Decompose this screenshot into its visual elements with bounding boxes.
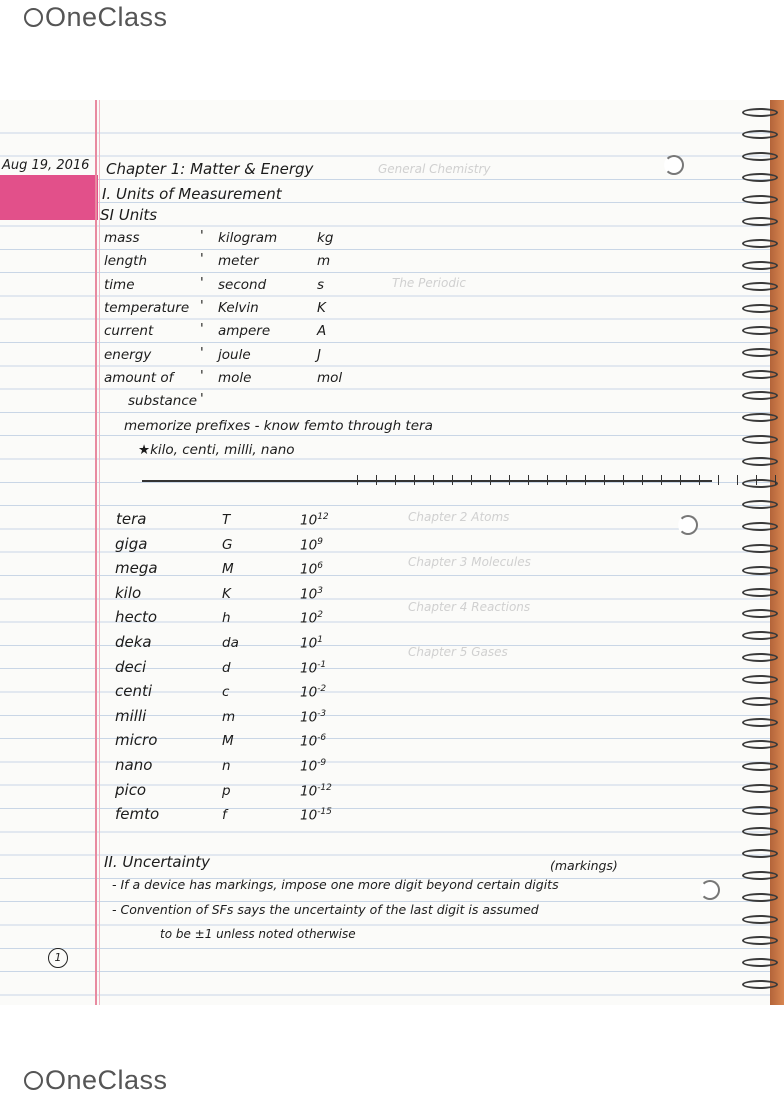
spiral-coil-icon <box>742 261 778 270</box>
spiral-coil-icon <box>742 806 778 815</box>
column-divider-mark: ' <box>200 251 204 268</box>
power-base: 10 <box>300 537 318 554</box>
si-unit-name: second <box>218 276 267 293</box>
number-line-tick <box>737 475 738 485</box>
prefix-name: nano <box>115 756 153 774</box>
power-base: 10 <box>300 635 318 652</box>
power-exponent: 9 <box>317 536 323 547</box>
spiral-coil-icon <box>742 915 778 924</box>
si-unit-name: Kelvin <box>218 299 259 316</box>
prefix-name: centi <box>115 682 153 701</box>
column-divider-mark: ' <box>200 228 204 244</box>
number-line-tick <box>509 475 510 485</box>
spiral-coil-icon <box>742 675 778 684</box>
spiral-coil-icon <box>742 784 778 793</box>
number-line-tick <box>357 475 358 485</box>
prefix-power <box>300 684 326 701</box>
prefix-power <box>300 512 329 529</box>
star-note: ★kilo, centi, milli, nano <box>138 442 295 458</box>
spiral-coil-icon <box>742 217 778 226</box>
markings-note: (markings) <box>550 858 618 873</box>
column-divider-mark: ' <box>200 391 204 408</box>
power-exponent: 3 <box>317 585 323 596</box>
spiral-coil-icon <box>742 239 778 248</box>
power-exponent: -6 <box>317 733 327 744</box>
spiral-coil-icon <box>742 370 778 379</box>
power-exponent: -12 <box>317 782 332 793</box>
logo-text: OneClass <box>45 1065 168 1095</box>
power-exponent: -15 <box>317 807 332 818</box>
power-base: 10 <box>300 561 318 578</box>
power-base: 10 <box>300 783 318 800</box>
column-divider-mark: ' <box>200 274 204 291</box>
column-divider-mark: ' <box>200 367 204 384</box>
logo-circle-icon <box>24 1071 43 1090</box>
prefix-symbol: c <box>222 684 230 701</box>
prefix-symbol: da <box>222 635 239 651</box>
prefix-symbol: f <box>222 807 227 824</box>
memorize-note: memorize prefixes - know femto through tera <box>124 418 433 434</box>
power-exponent: 12 <box>317 512 329 522</box>
bleed-through-text: Chapter 5 Gases <box>408 645 508 659</box>
logo-circle-icon <box>24 8 43 27</box>
number-line-tick <box>718 475 719 485</box>
power-base: 10 <box>300 660 318 677</box>
bleed-through-text: Chapter 4 Reactions <box>408 600 531 614</box>
si-unit-symbol: kg <box>317 230 334 246</box>
si-quantity: temperature <box>104 299 190 316</box>
bleed-through-text: General Chemistry <box>378 162 491 176</box>
si-unit-name: meter <box>218 253 259 270</box>
spiral-coil-icon <box>742 435 778 444</box>
prefix-name: deci <box>115 657 147 676</box>
page-number: 1 <box>48 948 68 968</box>
column-divider-mark: ' <box>200 297 204 314</box>
section2-title: II. Uncertainty <box>104 853 211 871</box>
power-exponent: 6 <box>317 561 323 572</box>
power-exponent: -9 <box>317 758 327 768</box>
power-base: 10 <box>300 807 318 824</box>
punch-hole-icon <box>664 155 684 175</box>
prefix-power <box>300 733 326 750</box>
prefix-power <box>300 537 323 554</box>
prefix-name: milli <box>115 706 147 725</box>
si-quantity: amount of <box>104 369 174 386</box>
spiral-coil-icon <box>742 326 778 335</box>
bleed-through-text: Chapter 3 Molecules <box>408 555 531 569</box>
spiral-coil-icon <box>742 108 778 117</box>
prefix-symbol: p <box>222 782 231 799</box>
punch-hole-icon <box>678 515 698 535</box>
prefix-name: femto <box>115 805 160 824</box>
pink-highlight <box>0 175 98 220</box>
section1-title: I. Units of Measurement <box>102 185 282 203</box>
si-unit-symbol: s <box>317 276 325 293</box>
si-quantity: length <box>104 253 148 270</box>
number-line-tick <box>547 475 548 485</box>
spiral-coil-icon <box>742 566 778 575</box>
number-line-tick <box>490 475 491 485</box>
spiral-coil-icon <box>742 457 778 466</box>
si-quantity: time <box>104 276 135 293</box>
prefix-name: hecto <box>115 608 158 627</box>
spiral-coil-icon <box>742 588 778 597</box>
bullet-3: to be ±1 unless noted otherwise <box>160 927 356 941</box>
power-base: 10 <box>300 512 318 529</box>
si-unit-symbol: J <box>317 346 321 363</box>
number-line-tick <box>623 475 624 485</box>
number-line-tick <box>585 475 586 485</box>
spiral-coil-icon <box>742 893 778 902</box>
prefix-power <box>300 660 326 677</box>
prefix-name: tera <box>116 510 147 528</box>
column-divider-mark: ' <box>200 344 204 361</box>
number-line-tick <box>604 475 605 485</box>
bleed-through-text: The Periodic <box>392 276 466 290</box>
si-unit-symbol: mol <box>317 369 343 386</box>
column-divider-mark: ' <box>200 321 204 338</box>
number-line-tick <box>395 475 396 485</box>
si-quantity: mass <box>104 230 140 246</box>
note-date: Aug 19, 2016 <box>2 158 90 173</box>
spiral-coil-icon <box>742 348 778 357</box>
number-line-tick <box>414 475 415 485</box>
si-quantity: energy <box>104 346 152 363</box>
bleed-through-text: Chapter 2 Atoms <box>408 510 510 524</box>
power-base: 10 <box>300 610 318 627</box>
chapter-title: Chapter 1: Matter & Energy <box>106 160 314 178</box>
prefix-power <box>300 586 323 603</box>
logo-text: OneClass <box>45 2 168 32</box>
si-quantity: current <box>104 323 154 340</box>
number-line-tick <box>756 475 757 485</box>
prefix-power <box>300 635 323 652</box>
prefix-name: giga <box>115 534 148 553</box>
spiral-coil-icon <box>742 130 778 139</box>
number-line-tick <box>661 475 662 485</box>
bullet-1: - If a device has markings, impose one more digit beyond certain digits <box>112 877 559 892</box>
si-unit-name: joule <box>218 346 251 363</box>
si-unit-name: ampere <box>218 323 271 340</box>
number-line-tick <box>528 475 529 485</box>
prefix-power <box>300 610 323 627</box>
si-unit-symbol: A <box>317 323 327 340</box>
prefix-name: kilo <box>115 583 142 602</box>
oneclass-logo-top <box>24 2 168 33</box>
spiral-coil-icon <box>742 152 778 161</box>
power-base: 10 <box>300 684 318 701</box>
spiral-coil-icon <box>742 980 778 989</box>
power-base: 10 <box>300 709 318 726</box>
power-exponent: -2 <box>317 684 327 695</box>
prefix-symbol: n <box>222 758 231 774</box>
number-line <box>142 480 712 482</box>
prefix-power <box>300 807 332 824</box>
prefix-symbol: d <box>222 659 231 676</box>
power-exponent: 2 <box>317 610 323 621</box>
power-exponent: -3 <box>317 708 327 719</box>
number-line-tick <box>680 475 681 485</box>
si-unit-name: mole <box>218 369 252 386</box>
prefix-symbol: T <box>222 512 231 528</box>
number-line-tick <box>775 475 776 485</box>
spiral-coil-icon <box>742 653 778 662</box>
prefix-power <box>300 783 332 800</box>
prefix-power <box>300 561 323 578</box>
prefix-power <box>300 709 326 726</box>
si-quantity: substance <box>128 393 198 410</box>
number-line-tick <box>471 475 472 485</box>
prefix-name: mega <box>115 559 158 578</box>
prefix-name: pico <box>115 780 147 799</box>
spiral-coil-icon <box>742 479 778 488</box>
si-unit-symbol: m <box>317 253 331 270</box>
number-line-tick <box>452 475 453 485</box>
notebook-page <box>0 100 784 1005</box>
margin-line-secondary <box>99 100 100 1005</box>
prefix-power <box>300 758 326 775</box>
number-line-tick <box>376 475 377 485</box>
prefix-name: deka <box>115 633 152 651</box>
power-base: 10 <box>300 758 318 775</box>
number-line-tick <box>566 475 567 485</box>
prefix-name: micro <box>115 731 158 750</box>
bullet-2: - Convention of SFs says the uncertainty of the last digit is assumed <box>112 902 539 917</box>
punch-hole-icon <box>700 880 720 900</box>
si-unit-symbol: K <box>317 299 326 316</box>
prefix-symbol: G <box>222 536 233 553</box>
si-unit-name: kilogram <box>218 230 278 246</box>
margin-line <box>95 100 97 1005</box>
spiral-coil-icon <box>742 697 778 706</box>
power-exponent: -1 <box>317 659 327 670</box>
wood-background <box>770 100 784 1005</box>
prefix-symbol: m <box>222 708 236 725</box>
number-line-tick <box>433 475 434 485</box>
power-base: 10 <box>300 586 318 603</box>
number-line-tick <box>642 475 643 485</box>
spiral-coil-icon <box>742 871 778 880</box>
power-base: 10 <box>300 733 318 750</box>
spiral-coil-icon <box>742 544 778 553</box>
number-line-tick <box>699 475 700 485</box>
spiral-coil-icon <box>742 762 778 771</box>
prefix-symbol: h <box>222 610 231 627</box>
prefix-symbol: K <box>222 585 231 602</box>
power-exponent: 1 <box>317 635 323 645</box>
prefix-symbol: M <box>222 733 234 750</box>
si-units-heading: SI Units <box>100 206 158 224</box>
oneclass-logo-bottom <box>24 1065 168 1096</box>
prefix-symbol: M <box>222 561 234 578</box>
